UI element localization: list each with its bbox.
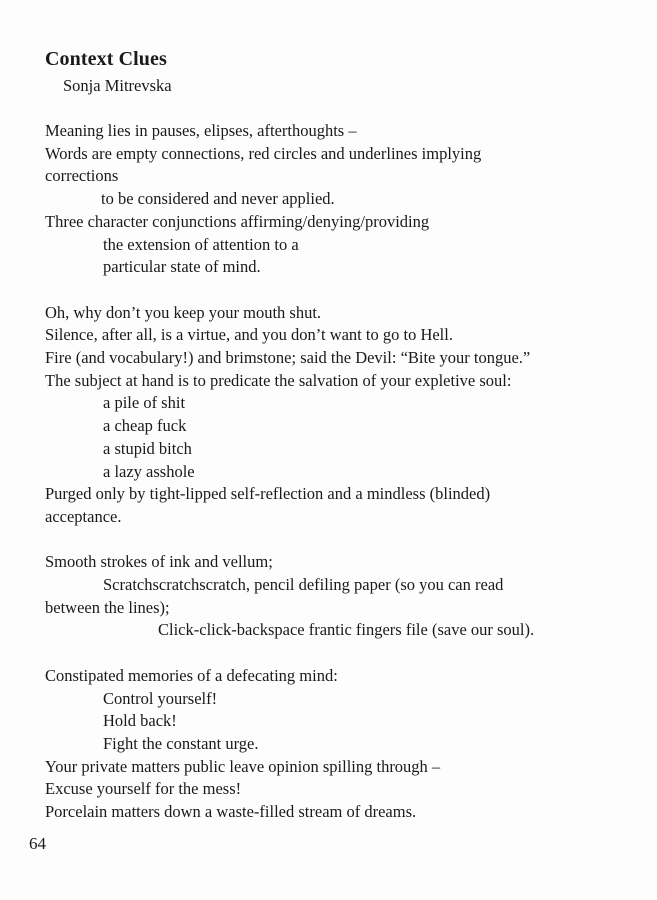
page-number: 64 (29, 834, 46, 853)
stanza-break (45, 279, 625, 302)
poem-line: Scratchscratchscratch, pencil defiling paper (so you can read (103, 575, 504, 595)
poem-line: a pile of shit (103, 393, 186, 413)
poem-line: corrections (45, 166, 119, 186)
poem-line: Porcelain matters down a waste-filled stream of dreams. (45, 802, 417, 822)
poem-body (45, 120, 625, 824)
stanza (45, 665, 625, 824)
poem-line: Oh, why don’t you keep your mouth shut. (45, 302, 322, 322)
poem-line: Smooth strokes of ink and vellum; (45, 552, 273, 572)
poem-line: to be considered and never applied. (101, 189, 335, 209)
poem-line: Fight the constant urge. (103, 733, 259, 753)
poem-line: acceptance. (45, 506, 122, 526)
poem-line: Click-click-backspace frantic fingers file (save our soul). (158, 620, 535, 640)
poem-line: a stupid bitch (103, 438, 192, 458)
stanza (45, 551, 625, 642)
poem-line: Excuse yourself for the mess! (45, 779, 242, 799)
poem-line: Words are empty connections, red circles and underlines implying (45, 143, 482, 163)
poem-line: Control yourself! (103, 688, 218, 708)
poem-author: Sonja Mitrevska (63, 76, 172, 95)
poem-line: Meaning lies in pauses, elipses, afterthoughts – (45, 121, 357, 140)
stanza (45, 120, 625, 279)
poem-line: Purged only by tight-lipped self-reflection and a mindless (blinded) (45, 484, 491, 504)
poem-title: Context Clues (45, 48, 167, 70)
poem-line: between the lines); (45, 597, 170, 617)
poem-line: a lazy asshole (103, 461, 195, 481)
poem-line: Fire (and vocabulary!) and brimstone; said the Devil: “Bite your tongue.” (45, 348, 531, 368)
poem-line: a cheap fuck (103, 416, 187, 436)
stanza-break (45, 529, 625, 552)
poem-line: The subject at hand is to predicate the salvation of your expletive soul: (45, 370, 512, 390)
poem-line: Silence, after all, is a virtue, and you don’t want to go to Hell. (45, 325, 453, 345)
poem-line: Hold back! (103, 711, 177, 731)
stanza-break (45, 642, 625, 665)
poem-line: Three character conjunctions affirming/denying/providing (45, 211, 430, 231)
poem-line: Your private matters public leave opinion spilling through – (45, 756, 441, 776)
poem-line: the extension of attention to a (103, 234, 299, 254)
poem-line: particular state of mind. (103, 257, 261, 277)
stanza (45, 302, 625, 529)
poem-line: Constipated memories of a defecating mind: (45, 665, 338, 685)
